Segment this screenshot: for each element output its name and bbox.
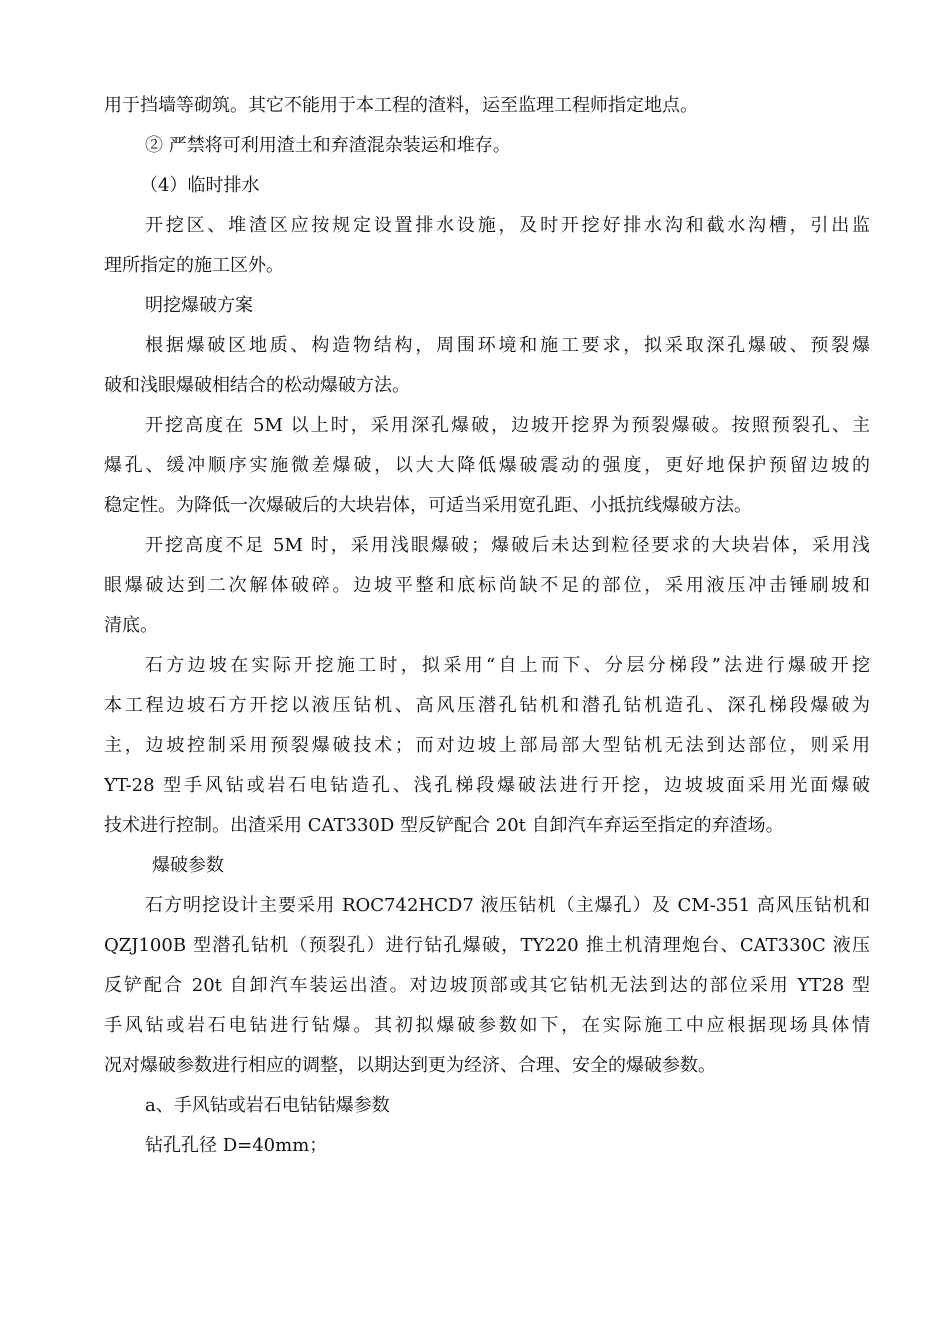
paragraph-line: 根据爆破区地质、构造物结构，周围环境和施工要求，拟采取深孔爆破、预裂爆	[145, 335, 870, 356]
paragraph-line: 石方边坡在实际开挖施工时，拟采用“自上而下、分层分梯段”法进行爆破开挖	[145, 655, 870, 676]
section-heading: 明挖爆破方案	[145, 295, 253, 316]
subsection-heading: a、手风钻或岩石电钻钻爆参数	[145, 1095, 390, 1116]
paragraph-line: 石方明挖设计主要采用 ROC742HCD7 液压钻机（主爆孔）及 CM-351 高风压钻机和	[145, 895, 870, 916]
paragraph-line: QZJ100B 型潜孔钻机（预裂孔）进行钻孔爆破，TY220 推土机清理炮台、CAT330C 液压	[104, 935, 870, 956]
paragraph-line: 手风钻或岩石电钻进行钻爆。其初拟爆破参数如下，在实际施工中应根据现场具体情	[104, 1015, 870, 1036]
paragraph-line: 清底。	[104, 615, 158, 636]
paragraph-line: 反铲配合 20t 自卸汽车装运出渣。对边坡顶部或其它钻机无法到达的部位采用 YT28 型	[104, 975, 870, 996]
paragraph-line: 本工程边坡石方开挖以液压钻机、高风压潜孔钻机和潜孔钻机造孔、深孔梯段爆破为	[104, 695, 870, 716]
paragraph-line: 开挖区、堆渣区应按规定设置排水设施，及时开挖好排水沟和截水沟槽，引出监	[145, 215, 870, 236]
paragraph-line: 眼爆破达到二次解体破碎。边坡平整和底标尚缺不足的部位，采用液压冲击锤刷坡和	[104, 575, 870, 596]
section-heading: （4）临时排水	[140, 175, 260, 196]
list-item: ② 严禁将可利用渣土和弃渣混杂装运和堆存。	[145, 135, 511, 156]
paragraph-line: 开挖高度在 5M 以上时，采用深孔爆破，边坡开挖界为预裂爆破。按照预裂孔、主	[145, 415, 870, 436]
paragraph-line: 爆孔、缓冲顺序实施微差爆破，以大大降低爆破震动的强度，更好地保护预留边坡的	[104, 455, 870, 476]
section-heading: 爆破参数	[152, 855, 224, 876]
paragraph-line: 技术进行控制。出渣采用 CAT330D 型反铲配合 20t 自卸汽车弃运至指定的弃渣场。	[104, 815, 784, 836]
text-line: 用于挡墙等砌筑。其它不能用于本工程的渣料，运至监理工程师指定地点。	[104, 95, 698, 116]
paragraph-line: 开挖高度不足 5M 时，采用浅眼爆破；爆破后未达到粒径要求的大块岩体，采用浅	[145, 535, 870, 556]
parameter-line: 钻孔孔径 D=40mm；	[145, 1135, 328, 1156]
paragraph-line: 破和浅眼爆破相结合的松动爆破方法。	[104, 375, 410, 396]
paragraph-line: 理所指定的施工区外。	[104, 255, 284, 276]
paragraph-line: 稳定性。为降低一次爆破后的大块岩体，可适当采用宽孔距、小抵抗线爆破方法。	[104, 495, 752, 516]
paragraph-line: YT-28 型手风钻或岩石电钻造孔、浅孔梯段爆破法进行开挖，边坡坡面采用光面爆破	[104, 775, 870, 796]
paragraph-line: 况对爆破参数进行相应的调整，以期达到更为经济、合理、安全的爆破参数。	[104, 1055, 716, 1076]
paragraph-line: 主，边坡控制采用预裂爆破技术；而对边坡上部局部大型钻机无法到达部位，则采用	[104, 735, 870, 756]
document-page	[104, 86, 870, 1166]
